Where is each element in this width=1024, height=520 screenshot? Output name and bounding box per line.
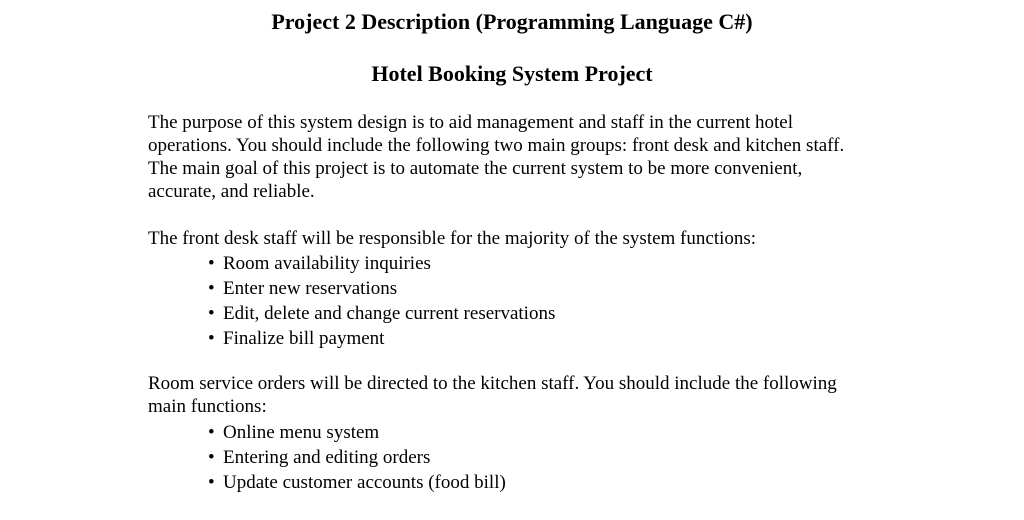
bullet-icon: • xyxy=(208,422,215,443)
list-item xyxy=(208,326,555,351)
kitchen-intro-paragraph: Room service orders will be directed to the kitchen staff. You should include the following main functions: xyxy=(148,373,837,417)
list-item xyxy=(208,301,555,326)
document-subtitle: Hotel Booking System Project xyxy=(371,61,653,86)
list-item-label: Update customer accounts (food bill) xyxy=(223,472,506,493)
purpose-paragraph: The purpose of this system design is to aid management and staff in the current hotel operations. You should include the following two main groups: front desk and kitchen staff. The main goal of this project is to automate the current system to be more convenient, accurate, and reliable. xyxy=(148,112,845,202)
list-item-label: Finalize bill payment xyxy=(223,328,385,349)
list-item xyxy=(208,276,555,301)
list-item xyxy=(208,445,506,470)
list-item-label: Entering and editing orders xyxy=(223,447,431,468)
bullet-icon: • xyxy=(208,472,215,493)
list-item xyxy=(208,251,555,276)
kitchen-functions-list xyxy=(208,420,506,495)
document-title: Project 2 Description (Programming Language C#) xyxy=(271,9,753,34)
list-item-label: Edit, delete and change current reservations xyxy=(223,303,556,324)
bullet-icon: • xyxy=(208,253,215,274)
bullet-icon: • xyxy=(208,303,215,324)
bullet-icon: • xyxy=(208,278,215,299)
bullet-icon: • xyxy=(208,447,215,468)
front-desk-intro-paragraph: The front desk staff will be responsible for the majority of the system functions: xyxy=(148,228,757,249)
bullet-icon: • xyxy=(208,328,215,349)
list-item xyxy=(208,420,506,445)
list-item-label: Online menu system xyxy=(223,422,380,443)
list-item-label: Enter new reservations xyxy=(223,278,398,299)
list-item-label: Room availability inquiries xyxy=(223,253,431,274)
front-desk-functions-list xyxy=(208,251,555,351)
list-item xyxy=(208,470,506,495)
